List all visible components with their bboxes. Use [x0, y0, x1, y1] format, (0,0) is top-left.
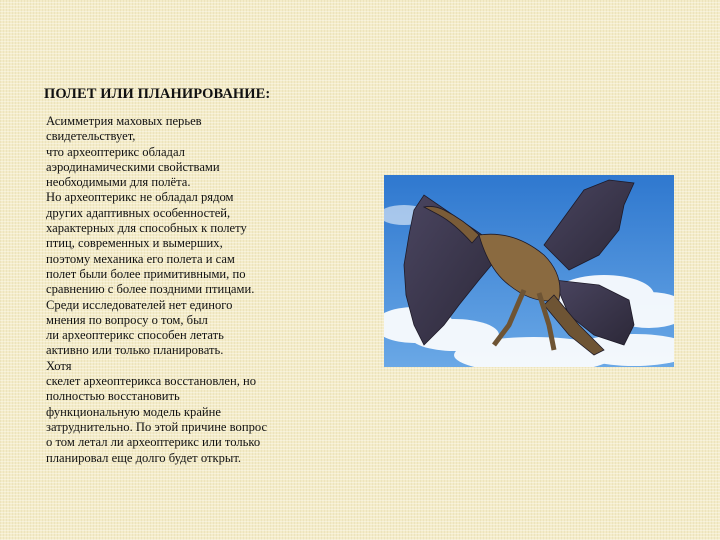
body-line: затруднительно. По этой причине вопрос: [46, 419, 268, 434]
body-line: поэтому механика его полета и сам: [46, 251, 235, 266]
body-line: ли археоптерикс способен летать: [46, 328, 224, 343]
body-line: Асимметрия маховых перьев: [46, 114, 202, 128]
body-line: птиц, современных и вымерших,: [46, 236, 223, 251]
body-line: скелет археоптерикса восстановлен, но: [46, 374, 257, 389]
body-line: Но археоптерикс не обладал рядом: [46, 190, 234, 205]
body-line: Среди исследователей нет единого: [46, 297, 233, 312]
body-line: свидетельствует,: [46, 129, 136, 144]
body-line: планировал еще долго будет открыт.: [46, 450, 242, 465]
body-text: [46, 114, 346, 466]
body-line: о том летал ли археоптерикс или только: [46, 435, 261, 450]
body-line: мнения по вопросу о том, был: [46, 312, 208, 327]
body-line: характерных для способных к полету: [46, 221, 247, 236]
body-line: функциональную модель крайне: [46, 404, 221, 419]
body-line: полностью восстановить: [46, 389, 180, 404]
archaeopteryx-image: [384, 175, 674, 367]
body-line: аэродинамическими свойствами: [46, 159, 220, 174]
slide-title: ПОЛЕТ ИЛИ ПЛАНИРОВАНИЕ:: [44, 86, 271, 102]
body-line: активно или только планировать.: [46, 343, 224, 358]
body-line: других адаптивных особенностей,: [46, 205, 231, 220]
body-line: что археоптерикс обладал: [46, 144, 185, 159]
body-line: Хотя: [46, 358, 72, 373]
body-line: сравнению с более поздними птицами.: [46, 282, 255, 297]
body-line: необходимыми для полёта.: [46, 175, 191, 190]
body-line: полет были более примитивными, по: [46, 266, 246, 281]
